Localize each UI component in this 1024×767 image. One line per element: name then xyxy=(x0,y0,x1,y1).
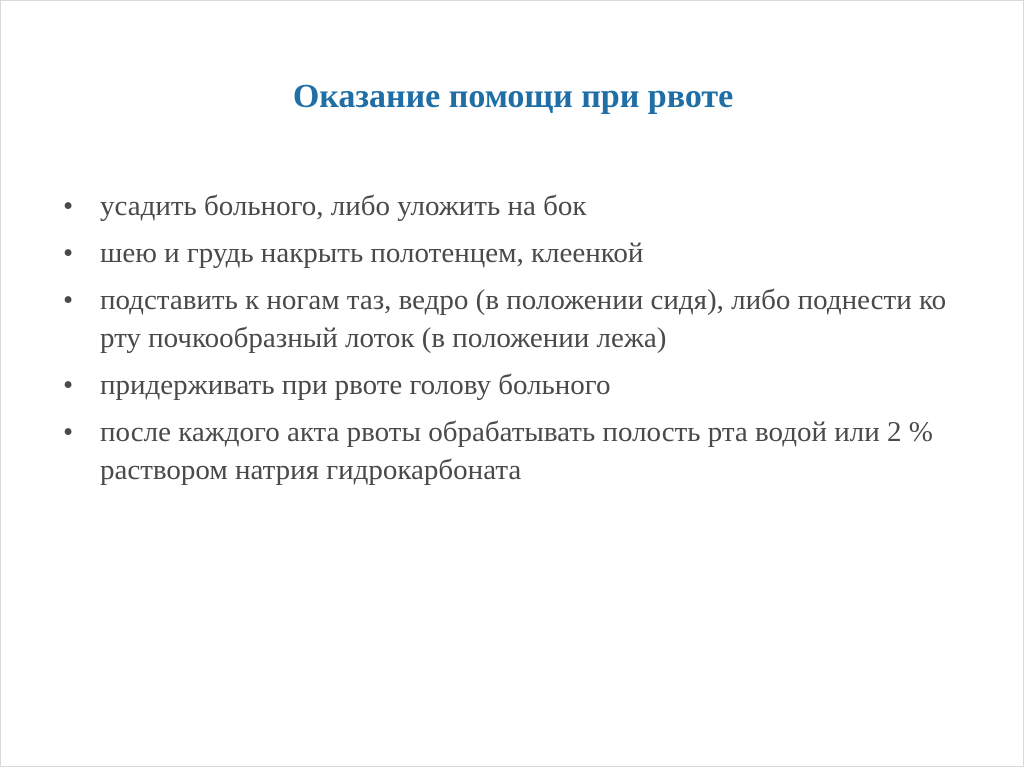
bullet-text: усадить больного, либо уложить на бок xyxy=(100,190,587,222)
bullet-icon: • xyxy=(63,237,74,269)
bullet-icon: • xyxy=(63,369,74,401)
bullet-text: придерживать при рвоте голову больного xyxy=(100,369,611,401)
bullet-item xyxy=(63,187,983,225)
bullet-icon: • xyxy=(63,190,74,222)
bullet-item xyxy=(63,281,983,357)
bullet-text: после каждого акта рвоты обрабатывать полость рта водой или 2 % раствором натрия гидрокарбоната xyxy=(100,416,933,486)
slide-title: Оказание помощи при рвоте xyxy=(292,78,734,115)
bullet-text: шею и грудь накрыть полотенцем, клеенкой xyxy=(100,237,644,269)
bullet-icon: • xyxy=(63,284,74,316)
bullet-item xyxy=(63,366,983,404)
bullet-item xyxy=(63,234,983,272)
bullet-item xyxy=(63,413,983,489)
bullet-icon: • xyxy=(63,416,74,448)
bullet-text: подставить к ногам таз, ведро (в положении сидя), либо поднести ко рту почкообразный лоток (в положении лежа) xyxy=(100,284,947,354)
bullet-list xyxy=(63,187,983,498)
